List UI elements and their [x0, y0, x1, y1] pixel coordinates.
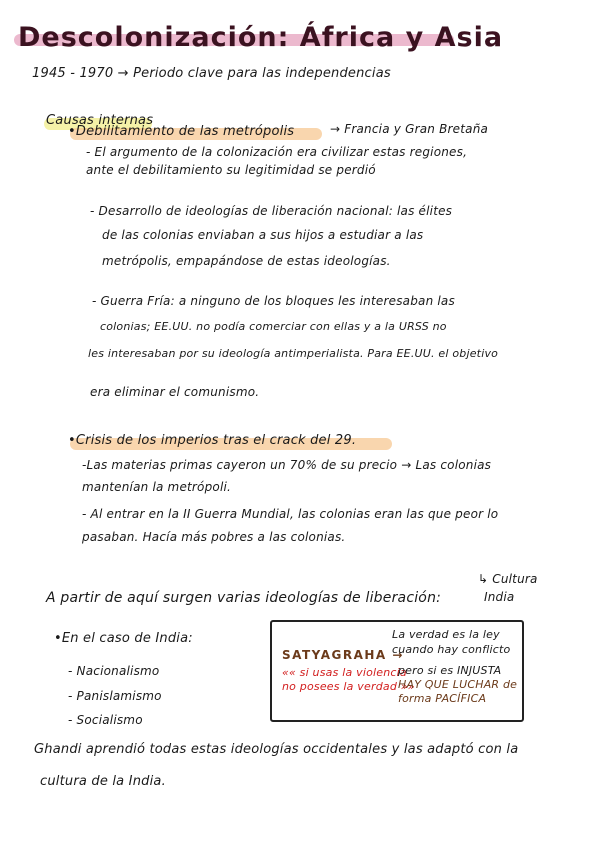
- side-note-line: ↳ Cultura: [478, 572, 538, 586]
- cause1-line: - Desarrollo de ideologías de liberación nacional: las élites: [90, 204, 453, 218]
- cause1-line: - Guerra Fría: a ninguno de los bloques les interesaban las: [92, 294, 455, 308]
- box-definition: La verdad es la ley: [392, 628, 500, 641]
- ideologies-intro: A partir de aquí surgen varias ideologías de liberación:: [46, 590, 442, 606]
- cause1-note: → Francia y Gran Bretaña: [330, 122, 489, 136]
- box-right-text: HAY QUE LUCHAR de: [398, 678, 518, 691]
- satyagraha-term: SATYAGRAHA →: [282, 648, 404, 662]
- cause1-line: de las colonias enviaban a sus hijos a estudiar a las: [102, 228, 424, 242]
- internal-causes-heading: Causas internas: [46, 113, 154, 128]
- page-title: Descolonización: África y Asia: [18, 22, 504, 53]
- box-quote: «« si usas la violencia: [282, 666, 407, 679]
- ideology-item: - Socialismo: [68, 713, 143, 727]
- ideology-item: - Nacionalismo: [68, 664, 160, 678]
- cause1-line: - El argumento de la colonización era civilizar estas regiones,: [86, 145, 468, 159]
- cause2-line: -Las materias primas cayeron un 70% de su precio → Las colonias: [82, 458, 492, 472]
- period-line: 1945 - 1970 → Periodo clave para las independencias: [32, 66, 391, 81]
- box-quote: no posees la verdad »»: [282, 680, 415, 693]
- box-right-text: forma PACÍFICA: [398, 692, 487, 705]
- cause1-title: •Debilitamiento de las metrópolis: [68, 124, 295, 139]
- india-heading: •En el caso de India:: [54, 631, 193, 646]
- cause1-line: ante el debilitamiento su legitimidad se perdió: [86, 163, 376, 177]
- ideology-item: - Panislamismo: [68, 689, 162, 703]
- conclusion-line: Ghandi aprendió todas estas ideologías occidentales y las adaptó con la: [34, 742, 519, 757]
- box-right-text: pero si es INJUSTA: [398, 664, 502, 677]
- cause2-line: pasaban. Hacía más pobres a las colonias.: [82, 530, 346, 544]
- side-note-line: India: [484, 590, 515, 604]
- cause1-line: metrópolis, empapándose de estas ideologías.: [102, 254, 391, 268]
- cause1-line: colonias; EE.UU. no podía comerciar con ellas y a la URSS no: [100, 320, 447, 333]
- cause1-line: era eliminar el comunismo.: [90, 385, 260, 399]
- conclusion-line: cultura de la India.: [40, 774, 166, 789]
- cause2-line: mantenían la metrópoli.: [82, 480, 232, 494]
- cause1-line: les interesaban por su ideología antimperialista. Para EE.UU. el objetivo: [88, 347, 499, 360]
- cause2-title: •Crisis de los imperios tras el crack del 29.: [68, 433, 357, 448]
- cause2-line: - Al entrar en la II Guerra Mundial, las colonias eran las que peor lo: [82, 507, 499, 521]
- box-definition: cuando hay conflicto: [392, 643, 511, 656]
